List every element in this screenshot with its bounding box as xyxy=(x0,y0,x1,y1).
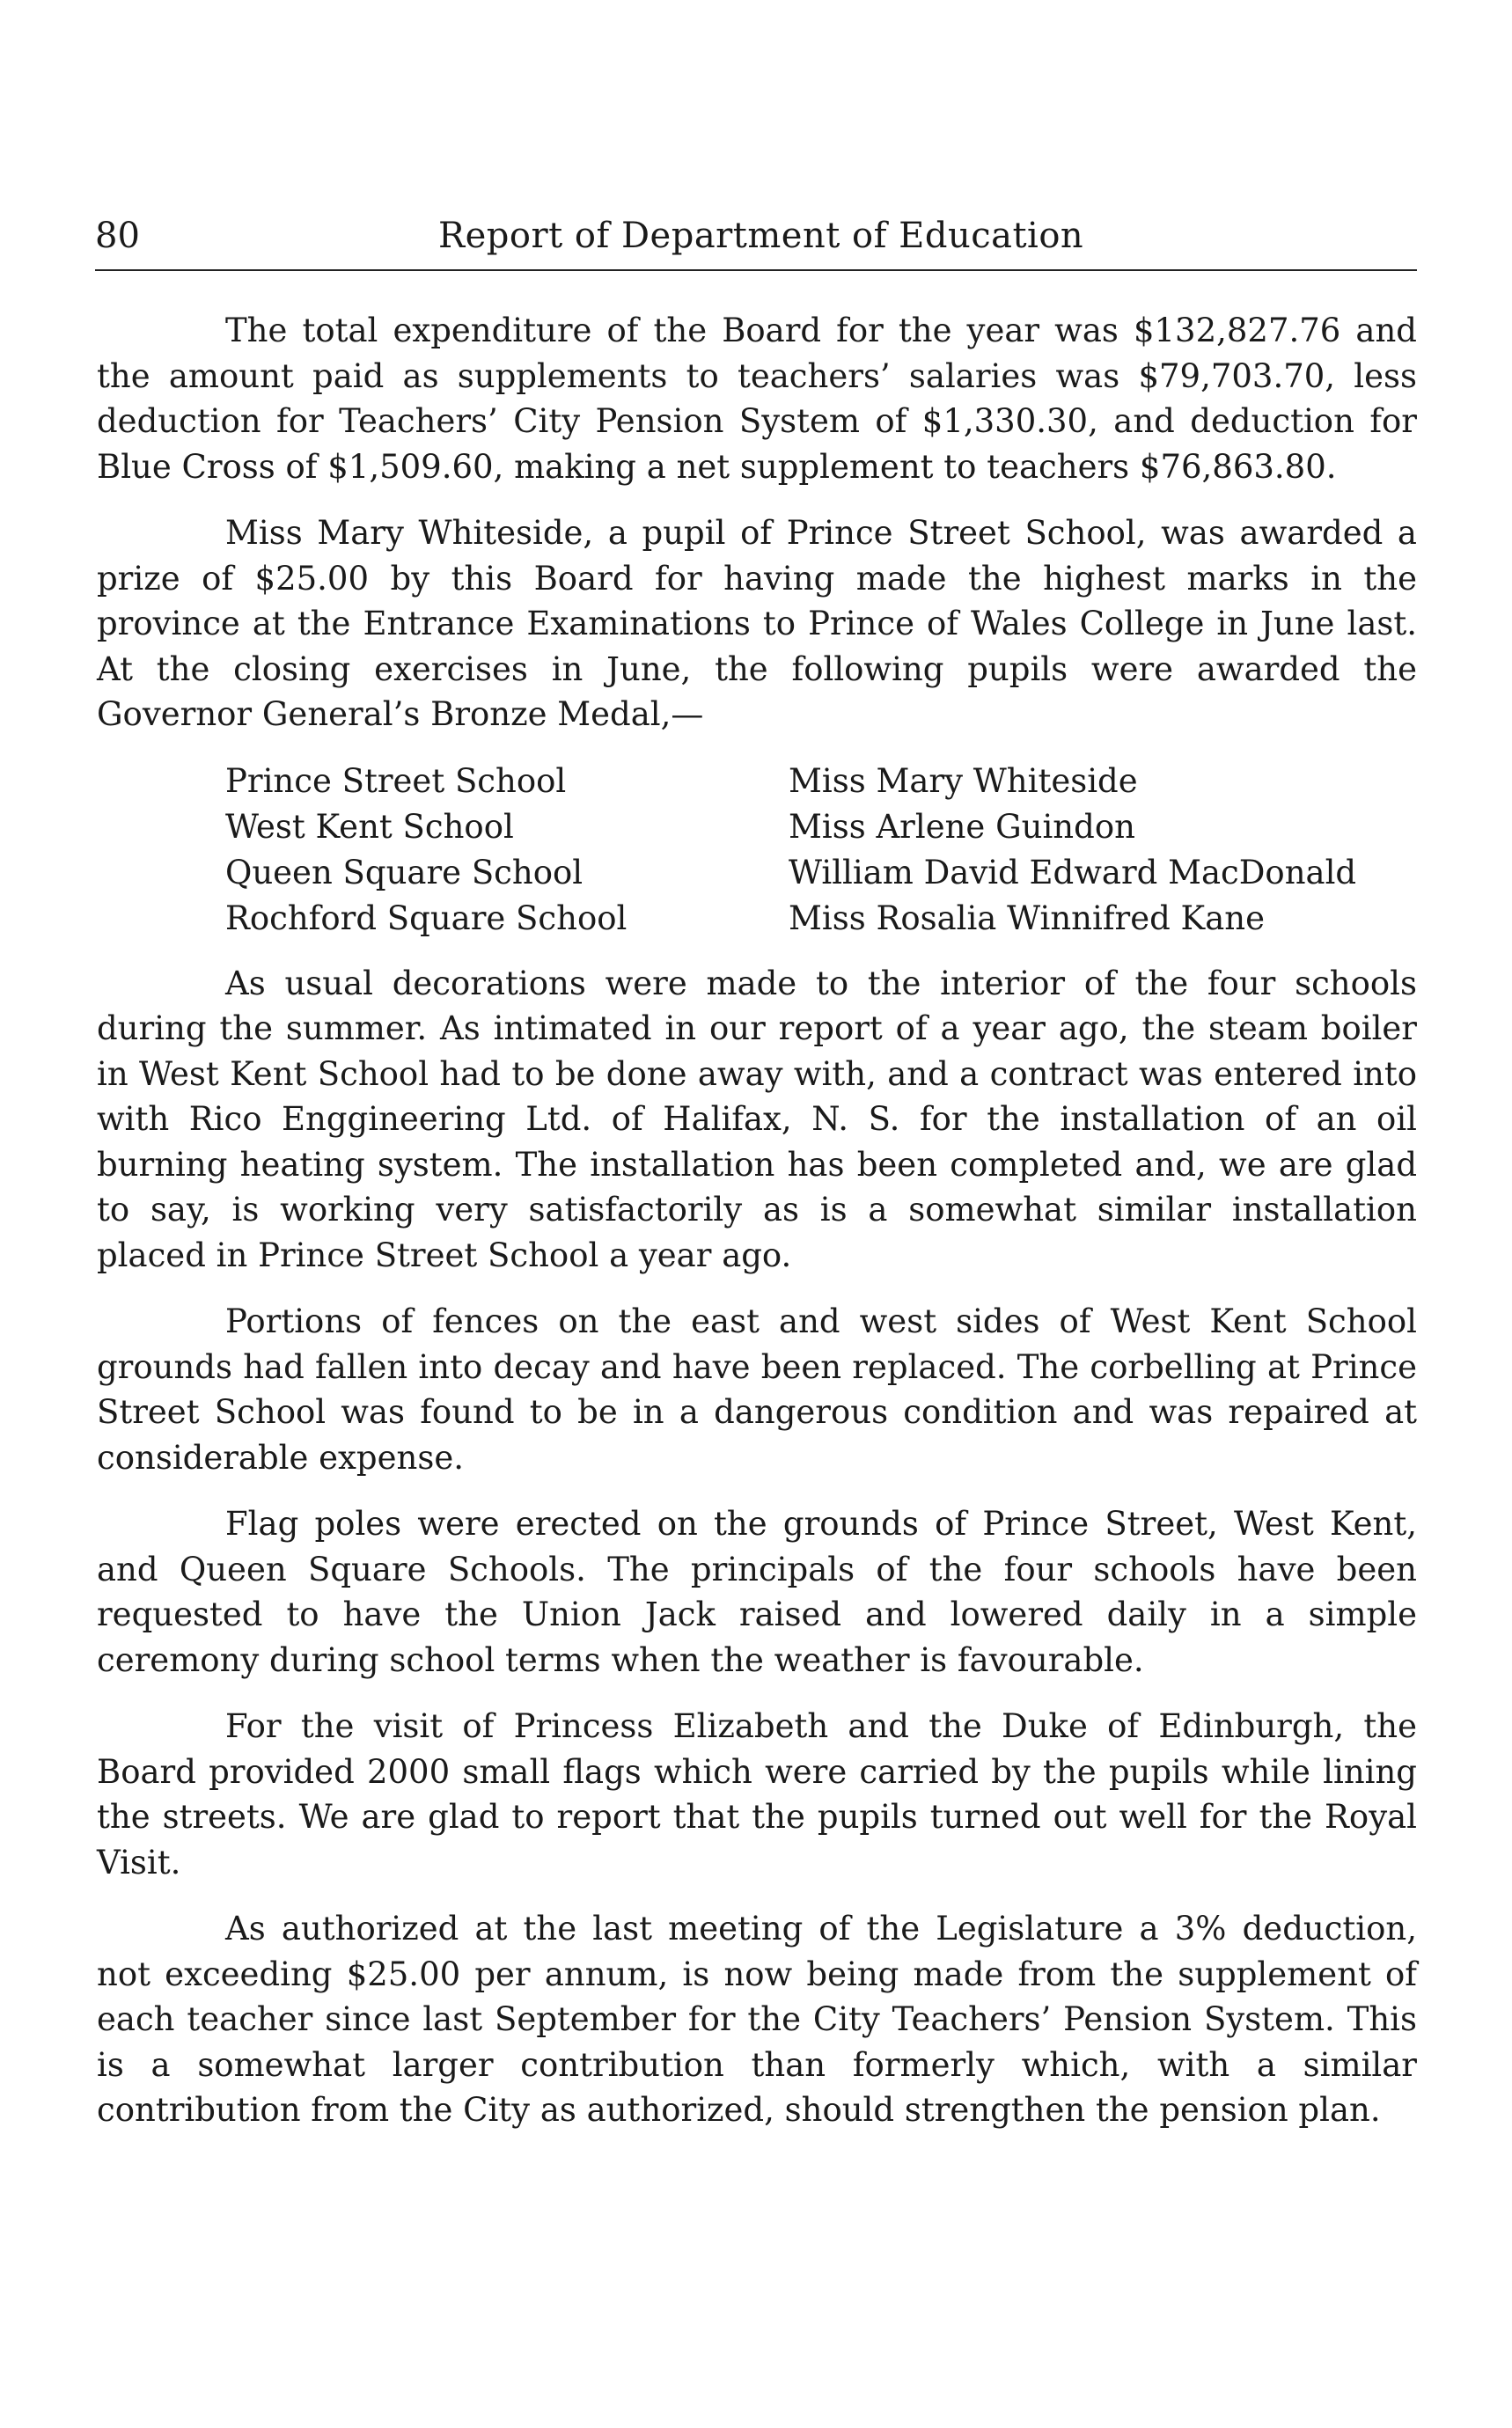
award-school: Prince Street School xyxy=(225,761,567,800)
page-header xyxy=(95,213,1415,266)
award-row xyxy=(225,896,1417,942)
award-pupil: Miss Mary Whiteside xyxy=(789,761,1138,800)
paragraph-fences: Portions of fences on the east and west sides of West Kent School grounds had fallen into decay and have been replaced. The corbelling at Prince Street School was found to be in a dangerous condition and was repaired at considerable expense. xyxy=(97,1302,1417,1477)
header-rule xyxy=(95,269,1417,271)
award-pupil: Miss Arlene Guindon xyxy=(789,807,1135,846)
award-row xyxy=(225,759,1417,804)
award-pupil: Miss Rosalia Winnifred Kane xyxy=(789,899,1265,937)
award-school: Queen Square School xyxy=(225,853,584,891)
paragraph-royal-visit: For the visit of Princess Elizabeth and the Duke of Edinburgh, the Board provided 2000 small flags which were carried by the pupils while lining the streets. We are glad to report that the pupils turned out well for the Royal Visit. xyxy=(97,1707,1417,1882)
award-school: West Kent School xyxy=(225,807,514,846)
award-row xyxy=(225,850,1417,896)
paragraph-flag-poles: Flag poles were erected on the grounds of Prince Street, West Kent, and Queen Square Schools. The principals of the four schools have been requested to have the Union Jack raised and lowered daily in a simple ceremony during school terms when the weather is favourable. xyxy=(97,1505,1417,1679)
paragraph-pension: As authorized at the last meeting of the Legislature a 3% deduction, not exceeding $25.00 per annum, is now being made from the supplement of each teacher since last September for the City Teachers’ Pension System. This is a somewhat larger contribution than formerly which, with a similar contribution from the City as authorized, should strengthen the pension plan. xyxy=(97,1910,1417,2129)
page-number: 80 xyxy=(95,216,140,256)
running-title: Report of Department of Education xyxy=(438,216,1084,256)
award-row xyxy=(225,804,1417,850)
paragraph-decorations: As usual decorations were made to the interior of the four schools during the summer. As intimated in our report of a year ago, the steam boiler in West Kent School had to be done away with, and a contract was entered into with Rico Enggineering Ltd. of Halifax, N. S. for the installation of an oil burning heating system. The installation has been completed and, we are glad to say, is working very satisfactorily as is a somewhat similar installation placed in Prince Street School a year ago. xyxy=(97,964,1417,1274)
paragraph-expenditure: The total expenditure of the Board for the year was $132,827.76 and the amount paid as supplements to teachers’ salaries was $79,703.70, less deduction for Teachers’ City Pension System of $1,330.30, and deduction for Blue Cross of $1,509.60, making a net supplement to teachers $76,863.80. xyxy=(97,312,1417,486)
award-school: Rochford Square School xyxy=(225,899,628,937)
paragraph-prize: Miss Mary Whiteside, a pupil of Prince Street School, was awarded a prize of $25.00 by this Board for having made the highest marks in the province at the Entrance Examinations to Prince of Wales College in June last. At the closing exercises in June, the following pupils were awarded the Governor General’s Bronze Medal,— xyxy=(97,514,1417,733)
award-pupil: William David Edward MacDonald xyxy=(789,853,1357,891)
document-body xyxy=(97,308,1417,2154)
medal-award-list xyxy=(97,759,1417,942)
